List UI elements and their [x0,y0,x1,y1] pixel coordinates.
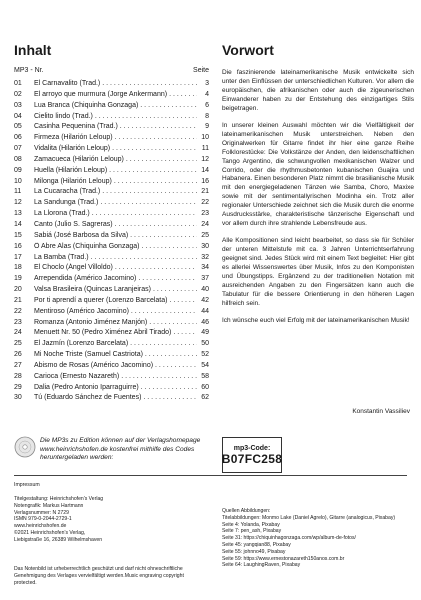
preface-paragraph-4: Ich wünsche euch viel Erfolg mit der lateinamerikanischen Musik! [222,317,410,325]
toc-entry-number: 28 [14,372,22,380]
toc-leader-dots [109,166,197,177]
toc-entry-page: 23 [201,210,209,218]
toc-entry-title: Ô Abre Alas (Chiquinha Gonzaga) [34,242,140,250]
toc-entry-page: 46 [201,318,209,326]
copyright-line: schriftliche Genehmigung des Verlages vervielfältigt werden. [14,566,183,579]
toc-leader-dots [91,253,197,264]
imprint-line: Notengrafik: Markus Hartmann [14,502,84,509]
toc-leader-dots [115,220,197,231]
toc-entry-title: Abismo de Rosas (Américo Jacomino) [34,361,154,369]
toc-entry-title: Arrependida (Américo Jacomino) [34,275,137,283]
toc-entry-number: 12 [14,199,22,207]
toc-entry-page: 16 [201,177,209,185]
toc-entry-number: 06 [14,134,22,142]
toc-entry-number: 30 [14,394,22,402]
toc-entry [14,144,209,155]
toc-entry-page: 42 [201,296,209,304]
toc-entry-title: Mentiroso (Américo Jacomino) [34,307,129,315]
toc-entry-title: El arroyo que murmura (Jorge Ankermann) [34,90,168,98]
toc-entry-number: 04 [14,112,22,120]
toc-entry-page: 24 [201,220,209,228]
toc-leader-dots [126,155,197,166]
toc-leader-dots [155,361,197,372]
toc-leader-dots [112,144,197,155]
toc-leader-dots [149,318,197,329]
toc-entry-page: 44 [201,307,209,315]
toc-entry-page: 11 [201,145,209,153]
mp3-code-box [222,437,282,473]
toc-entry-number: 23 [14,318,22,326]
toc-leader-dots [102,187,197,198]
image-source-line: Seite 45: yangqian88, Pixabay [222,541,291,548]
toc-leader-dots [173,328,197,339]
toc-entry-page: 40 [201,286,209,294]
imprint-line: ©2021 Heinrichshofen's Verlag, [14,529,86,536]
toc-header [14,67,209,74]
toc-leader-dots [141,383,197,394]
toc-entry-title: Valsa Brasileira (Quincas Laranjeiras) [34,286,151,294]
image-source-line: Quellen Abbildungen: [222,508,271,514]
preface-text [222,69,414,335]
toc-entry-page: 3 [205,80,209,87]
toc-entry-number: 01 [14,80,22,87]
toc-entry [14,350,209,361]
toc-entry [14,263,209,274]
toc-entry-page: 54 [201,361,209,369]
toc-entry-title: Firmeza (Hilarión Leloup) [34,134,113,142]
cd-icon [14,436,36,458]
toc-entry-page: 32 [201,253,209,261]
imprint-line: Liebigstraße 16, 26389 Wilhelmshaven [14,536,103,543]
toc-entry-page: 60 [201,383,209,391]
copyright-line: Music engraving copyright protected. [14,572,184,586]
toc-entry-number: 21 [14,296,22,304]
toc-entry [14,274,209,285]
toc-entry-page: 34 [201,264,209,272]
toc-entry-title: Zamacueca (Hilarión Leloup) [34,155,124,163]
imprint-line: www.heinrichshofen.de [14,523,67,530]
mp3-download-note: Die MP3s zu Edition können auf der Verlagshomepage www.heinrichshofen.de kostenfrei mithilfe des Codes heruntergeladen werden: [40,437,201,461]
imprint-line: Titelgestaltung: Heinrichshofen's Verlag [14,496,104,502]
image-source-line: Seite 31: https://chiquinhagonzaga.com/wp/album-de-fotos/ [222,535,356,542]
toc-entry [14,133,209,144]
toc-entry-title: Milonga (Hilarión Leloup) [34,177,112,185]
toc-entry-number: 08 [14,155,22,163]
toc-entry-title: Romanza (Antonio Jiménez Manjón) [34,318,148,326]
image-source-line: Seite 55: johnno49, Pixabay [222,548,286,555]
toc-entry-title: Tú (Eduardo Sánchez de Fuentes) [34,394,142,402]
table-of-contents [14,79,209,404]
toc-entry [14,372,209,383]
toc-entry-number: 24 [14,329,22,337]
toc-entry-number: 03 [14,101,22,109]
toc-entry-number: 19 [14,275,22,283]
toc-entry [14,296,209,307]
toc-page-column-label: Seite [193,67,209,74]
image-source-line: Titelabbildungen: Monmo Lake (Daniel Agrelo), Gitarre (analogicus, Pixabay) [222,514,396,521]
toc-leader-dots [121,372,197,383]
toc-entry-title: La Llorona (Trad.) [34,210,90,218]
toc-entry-number: 17 [14,253,22,261]
toc-entry-number: 26 [14,351,22,359]
imprint-line: Verlagsnummer: N 2729 [14,509,69,516]
toc-entry-title: Lua Branca (Chiquinha Gonzaga) [34,101,139,109]
toc-entry-page: 52 [201,351,209,359]
toc-leader-dots [169,90,197,101]
toc-entry-page: 8 [205,112,209,120]
toc-entry [14,112,209,123]
toc-entry-number: 10 [14,177,22,185]
preface-heading: Vorwort [222,42,274,58]
toc-leader-dots [140,101,197,112]
image-source-line: Seite 64: LaughingRaven, Pixabay [222,562,301,569]
toc-leader-dots [114,177,197,188]
toc-entry-page: 21 [201,188,209,196]
toc-entry-number: 11 [14,188,22,196]
imprint-line: ISMN 979-0-2044-2729-1 [14,516,72,523]
image-source-line: Seite 7: pen_ash, Pixabay [222,528,282,535]
toc-entry [14,220,209,231]
image-source-line: Seite 4: Yolanda, Pixabay [222,521,280,528]
toc-entry-title: Carioca (Ernesto Nazareth) [34,372,120,380]
toc-leader-dots [143,393,197,404]
toc-leader-dots [95,112,197,123]
toc-entry-page: 30 [201,242,209,250]
toc-leader-dots [92,209,197,220]
toc-entry [14,155,209,166]
copyright-line: Das Notenbild ist urheberrechtlich geschützt und darf nicht ohne [14,566,159,572]
toc-entry [14,242,209,253]
toc-entry-title: Huella (Hilarión Leloup) [34,166,108,174]
toc-entry-page: 4 [205,90,209,98]
toc-entry [14,231,209,242]
toc-leader-dots [145,350,197,361]
toc-entry [14,198,209,209]
mp3-code-label: mp3-Code: [233,444,271,452]
imprint-block [14,496,204,544]
toc-entry-page: 37 [201,275,209,283]
footer-divider [14,475,407,476]
toc-leader-dots [131,307,197,318]
toc-entry [14,79,209,90]
toc-leader-dots [102,79,197,90]
author-signature: Konstantin Vassiliev [352,408,410,415]
toc-entry-title: Menuett Nr. 50 (Pedro Ximénez Abril Tirado) [34,329,172,337]
toc-entry-title: El Jazmín (Lorenzo Barcelata) [34,340,129,348]
preface-paragraph-1: Die faszinierende lateinamerikanische Musik entwickelte sich unter den Einflüssen der unterschiedlichen Kulturen. Vor allem die europäischen, die afrikanischen oder auch die zigeunerischen Einwanderer haben zu der Entstehung des einzigartiges Stils beigetragen. [222,69,414,112]
toc-entry-number: 25 [14,340,22,348]
toc-entry-page: 6 [205,101,209,109]
toc-entry-number: 07 [14,145,22,153]
toc-entry-title: La Cucaracha (Trad.) [34,188,101,196]
toc-entry [14,187,209,198]
preface-paragraph-2: In unserer kleinen Auswahl möchten wir die Vielfältigkeit der lateinamerikanischen Musik unterstreichen. Neben den Originalwerken für Gitarre findet ihr hier eine ganze Reihe Folklorestücke: Die Volkstänze der Anden, den leidenschaftlichen Tango Argentino, die schwungvollen mexikanischen Walzer und Corrido, oder die rhythmusbetonten kubanischen Guajira und Habanera. Einen besonderen Platz nimmt die brasilianische Musik mit den energiegeladenen Tänzen wie Samba, Choro, Maxixe sowie mit der sentimentallyrischen Modinha ein. Trotz aller regionaler Unterschiede zeichnet sich die Musik durch die enorme Ausdrucksstärke, charakteristische tänzerische Eigenschaft und vor allem durch ihre strahlende Lebensfreude aus. [222,122,414,227]
toc-leader-dots [130,339,197,350]
toc-entry-page: 58 [201,372,209,380]
toc-entry-title: Cielito lindo (Trad.) [34,112,93,120]
contents-heading: Inhalt [14,42,52,58]
toc-entry-number: 16 [14,242,22,250]
toc-leader-dots [120,122,197,133]
toc-entry-number: 14 [14,220,22,228]
toc-entry-number: 02 [14,90,22,98]
toc-entry-page: 22 [201,199,209,207]
toc-entry [14,90,209,101]
toc-entry-number: 27 [14,361,22,369]
toc-entry-number: 15 [14,231,22,239]
toc-entry-title: Mi Noche Triste (Samuel Castriota) [34,351,143,359]
toc-entry-page: 62 [201,394,209,402]
toc-mp3-column-label: MP3 - Nr. [14,67,44,74]
toc-entry [14,285,209,296]
toc-entry [14,101,209,112]
toc-entry-page: 49 [201,329,209,337]
toc-entry-title: La Sandunga (Trad.) [34,199,99,207]
copyright-notice [14,566,204,586]
toc-entry-number: 22 [14,307,22,315]
toc-entry-number: 20 [14,286,22,294]
toc-leader-dots [138,274,197,285]
toc-entry-page: 25 [201,231,209,239]
toc-entry-page: 14 [201,166,209,174]
toc-entry [14,209,209,220]
toc-entry-number: 18 [14,264,22,272]
toc-entry [14,307,209,318]
toc-entry-title: Canto (Julio S. Sagreras) [34,220,113,228]
toc-entry-title: Dalia (Pedro Antonio Iparraguirre) [34,383,139,391]
toc-entry-number: 29 [14,383,22,391]
toc-entry-title: El Carnavalito (Trad.) [34,80,101,87]
toc-entry-title: Por ti aprendí a querer (Lorenzo Barcelata) [34,296,168,304]
mp3-code-value: B07FC258 [221,451,283,466]
toc-entry-page: 10 [201,134,209,142]
toc-entry-title: La Bamba (Trad.) [34,253,89,261]
toc-entry-title: Vidalita (Hilarión Leloup) [34,145,111,153]
toc-leader-dots [100,198,197,209]
toc-leader-dots [115,133,197,144]
toc-entry-title: El Choclo (Ángel Villoldo) [34,264,113,272]
impressum-label: Impressum [14,482,40,488]
toc-leader-dots [130,231,197,242]
image-source-line: Seite 59: https://www.ernestonazareth150anos.com.br [222,555,345,562]
toc-entry-page: 9 [205,123,209,131]
toc-entry-number: 05 [14,123,22,131]
toc-entry [14,177,209,188]
toc-entry-page: 50 [201,340,209,348]
toc-entry [14,361,209,372]
toc-entry-page: 12 [201,155,209,163]
toc-entry [14,122,209,133]
toc-entry-number: 09 [14,166,22,174]
toc-leader-dots [169,296,197,307]
image-sources [222,508,414,569]
toc-entry-number: 13 [14,210,22,218]
toc-entry [14,318,209,329]
preface-paragraph-3: Alle Kompositionen sind leicht bearbeitet, so dass sie für Schüler der unteren Mittelstufe mit ca. 3 Jahren Unterrichtserfahrung geeignet sind. Jedes Stück wird mit einem Text begleitet: Hier gibt es allerlei Wissenswertes über Musik, Infos zu den Komponisten und Übungstipps. Ergänzend zu der traditionellen Notation mit ausreichenden Angaben zu den Fingersätzen kann auch die Tabulatur für die bessere Orientierung in den höheren Lagen hilfreich sein. [222,237,414,307]
toc-entry [14,166,209,177]
toc-leader-dots [141,242,197,253]
toc-leader-dots [153,285,197,296]
toc-leader-dots [115,263,197,274]
toc-entry [14,383,209,394]
toc-entry [14,339,209,350]
toc-entry-title: Sabiá (José Barbosa da Silva) [34,231,129,239]
toc-entry-title: Casinha Pequenina (Trad.) [34,123,118,131]
toc-entry [14,253,209,264]
toc-entry [14,393,209,404]
toc-entry [14,328,209,339]
